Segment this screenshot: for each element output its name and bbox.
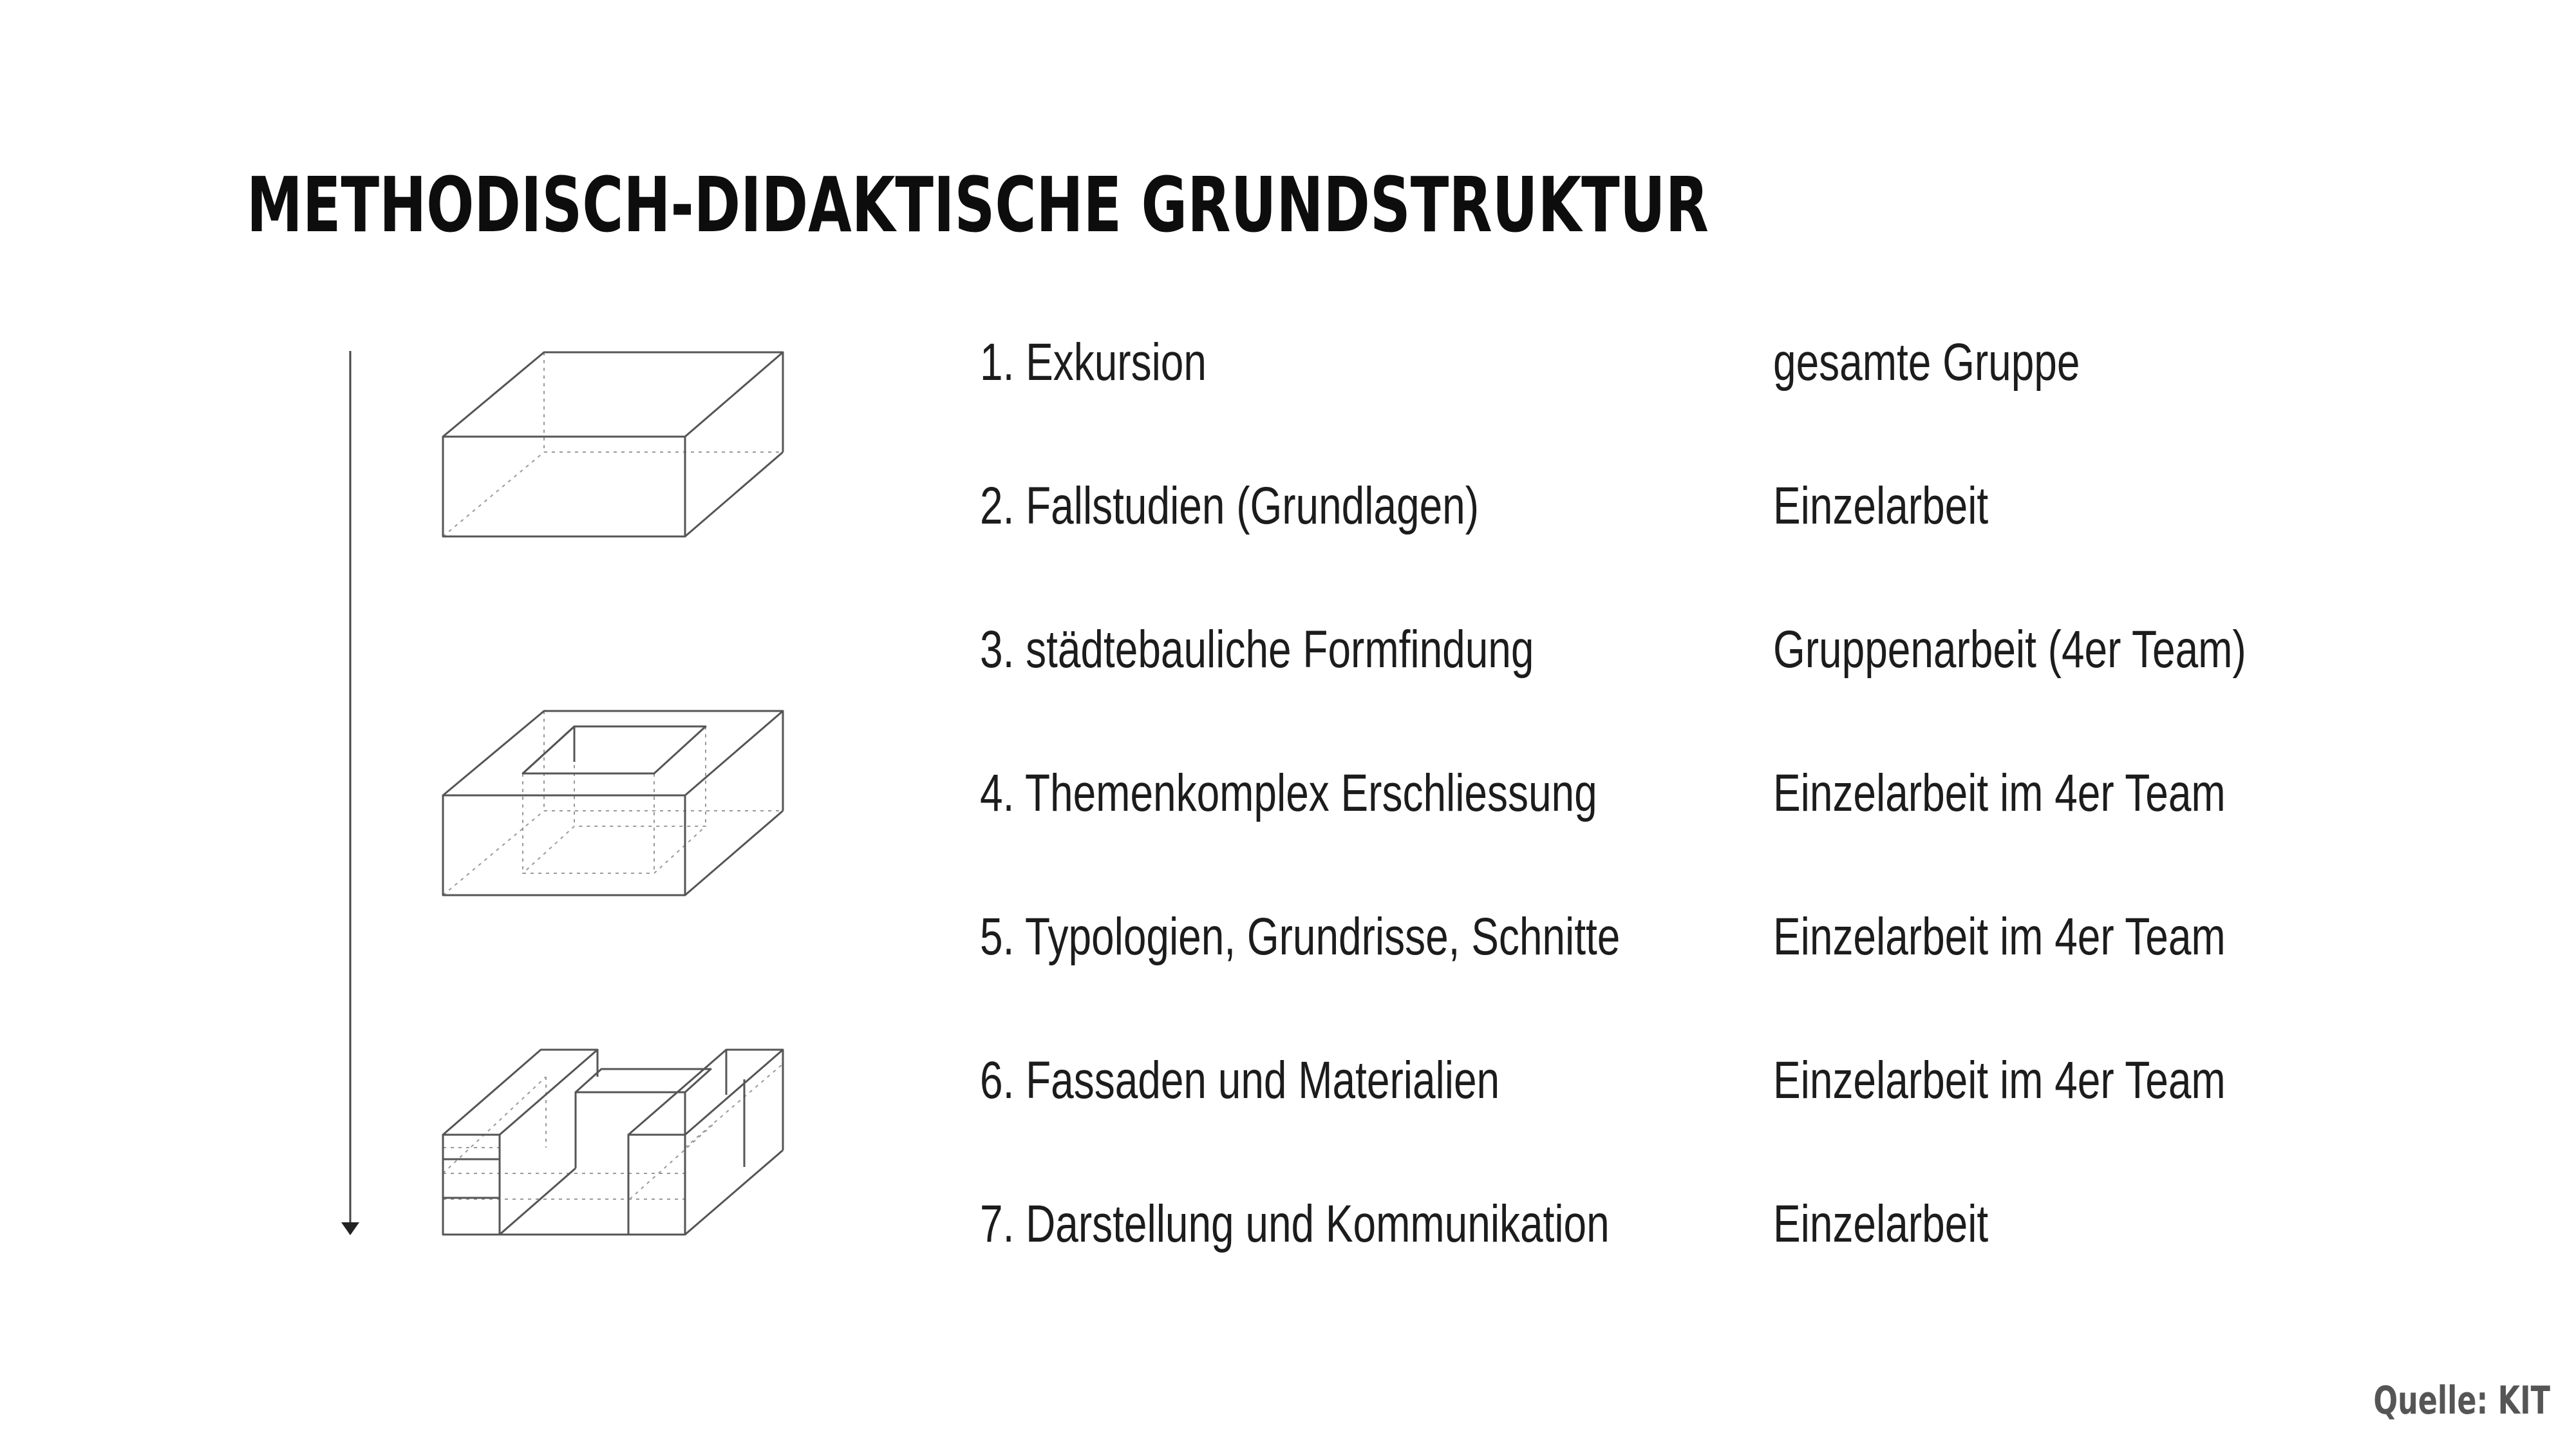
process-step-row	[0, 1048, 2576, 1113]
step-label: 3. städtebauliche Formfindung	[980, 620, 1534, 679]
work-mode-label: Einzelarbeit im 4er Team	[1773, 907, 2226, 966]
work-mode-label: Einzelarbeit	[1773, 1195, 1989, 1253]
step-label: 6. Fassaden und Materialien	[980, 1051, 1500, 1110]
process-step-row	[0, 618, 2576, 682]
source-credit: Quelle: KIT	[2373, 1378, 2550, 1423]
step-label: 5. Typologien, Grundrisse, Schnitte	[980, 907, 1621, 966]
process-step-row	[0, 474, 2576, 538]
work-mode-label: Einzelarbeit im 4er Team	[1773, 764, 2226, 822]
step-label: 4. Themenkomplex Erschliessung	[980, 764, 1597, 822]
step-label: 1. Exkursion	[980, 333, 1207, 392]
work-mode-label: gesamte Gruppe	[1773, 333, 2080, 392]
work-mode-label: Einzelarbeit	[1773, 477, 1989, 535]
process-step-row	[0, 330, 2576, 395]
work-mode-label: Gruppenarbeit (4er Team)	[1773, 620, 2246, 679]
process-step-row	[0, 761, 2576, 826]
page-title: METHODISCH-DIDAKTISCHE GRUNDSTRUKTUR	[247, 160, 1709, 249]
step-label: 7. Darstellung und Kommunikation	[980, 1195, 1610, 1253]
work-mode-label: Einzelarbeit im 4er Team	[1773, 1051, 2226, 1110]
process-step-row	[0, 905, 2576, 969]
step-label: 2. Fallstudien (Grundlagen)	[980, 477, 1480, 535]
process-step-row	[0, 1192, 2576, 1256]
